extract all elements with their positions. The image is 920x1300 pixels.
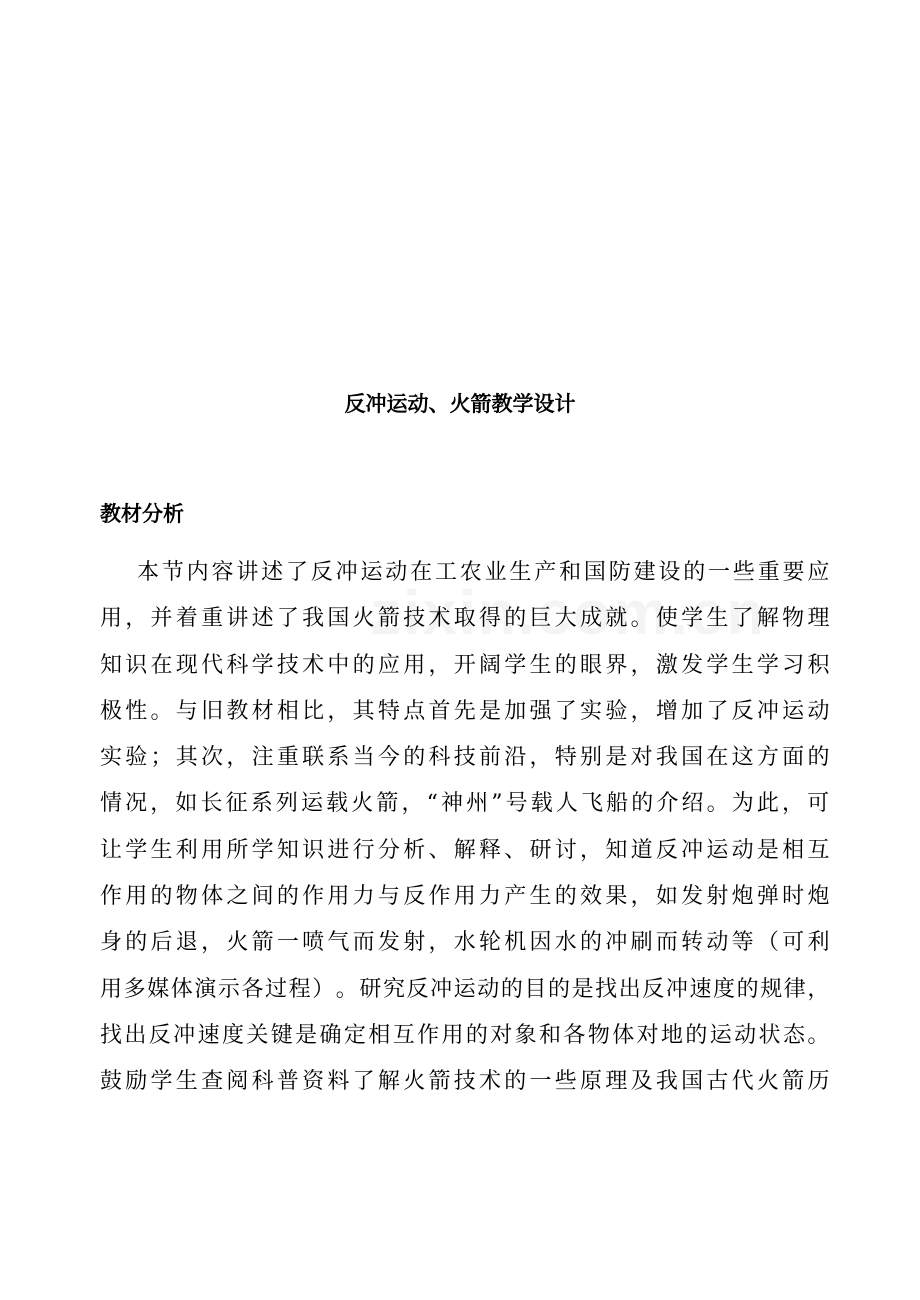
paragraph-line: 找 出 反 冲 速 度 关 键 是 确 定 相 互 作 用 的 对 象 和 各 物 体 对 地 的 运 动 状 态 。	[100, 1022, 830, 1048]
paragraph-line: 身 的 后 退 ， 火 箭 一 喷 气 而 发 射 ， 水 轮 机 因 水 的 冲 刷 而 转 动 等 （ 可 利	[100, 930, 830, 956]
paragraph-line: 用 ， 并 着 重 讲 述 了 我 国 火 箭 技 术 取 得 的 巨 大 成 就 。 使 学 生 了 解 物 理	[100, 606, 830, 632]
paragraph-line: 作 用 的 物 体 之 间 的 作 用 力 与 反 作 用 力 产 生 的 效 果 ， 如 发 射 炮 弹 时 炮	[100, 884, 830, 910]
paragraph-line: 用 多 媒 体 演 示 各 过 程 ） 。 研 究 反 冲 运 动 的 目 的 是 找 出 反 冲 速 度 的 规 律 ，	[100, 976, 830, 1002]
paragraph-line: 实 验 ； 其 次 ， 注 重 联 系 当 今 的 科 技 前 沿 ， 特 别 是 对 我 国 在 这 方 面 的	[100, 745, 830, 771]
document-title: 反冲运动、火箭教学设计	[344, 392, 576, 416]
section-heading: 教材分析	[100, 502, 184, 526]
body-paragraph	[100, 550, 830, 1106]
paragraph-line: 极 性 。 与 旧 教 材 相 比 ， 其 特 点 首 先 是 加 强 了 实 验 ， 增 加 了 反 冲 运 动	[100, 698, 830, 724]
paragraph-line: 鼓 励 学 生 查 阅 科 普 资 料 了 解 火 箭 技 术 的 一 些 原 理 及 我 国 古 代 火 箭 历	[100, 1069, 830, 1095]
paragraph-line: 本 节 内 容 讲 述 了 反 冲 运 动 在 工 农 业 生 产 和 国 防 建 设 的 一 些 重 要 应	[137, 560, 830, 585]
paragraph-line: 情 况 ， 如 长 征 系 列 运 载 火 箭 ， “ 神 州 ” 号 载 人 飞 船 的 介 绍 。 为 此 ， 可	[100, 791, 830, 817]
paragraph-line: 知 识 在 现 代 科 学 技 术 中 的 应 用 ， 开 阔 学 生 的 眼 界 ， 激 发 学 生 学 习 积	[100, 652, 830, 678]
paragraph-line: 让 学 生 利 用 所 学 知 识 进 行 分 析 、 解 释 、 研 讨 ， 知 道 反 冲 运 动 是 相 互	[100, 837, 830, 863]
